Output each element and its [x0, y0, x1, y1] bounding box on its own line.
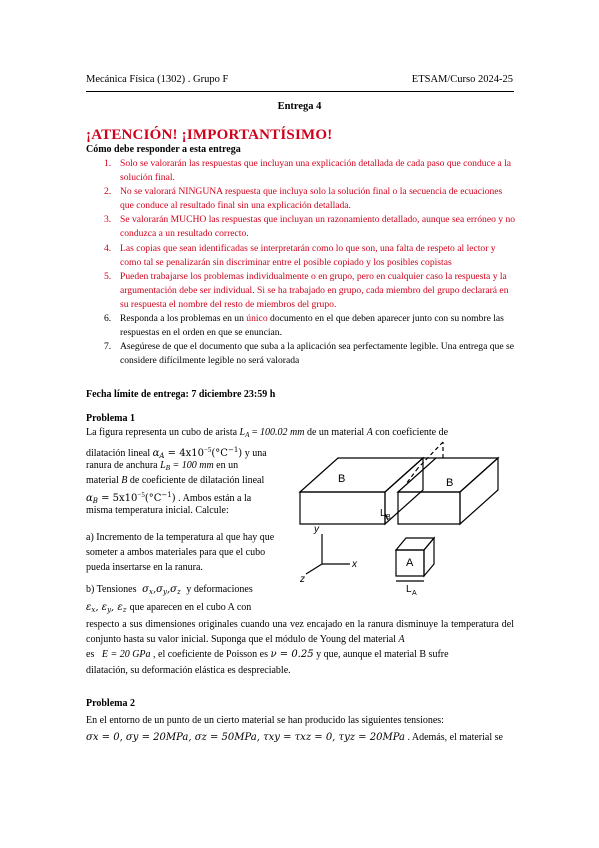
header-rule [86, 91, 514, 92]
axis-x-label: x [352, 559, 357, 570]
label-lb-sub: B [386, 514, 391, 521]
axis-y-label: y [314, 524, 319, 535]
instructions-heading: Cómo debe responder a esta entrega [86, 144, 241, 155]
problem1-line2: dilatación lineal $\alpha_A = 4x10^{-5}(^\circ C^{-1})$ y una [86, 446, 267, 460]
problem2-title: Problema 2 [86, 698, 135, 709]
axis-z [306, 564, 322, 574]
problem1-title: Problema 1 [86, 413, 135, 424]
header-course: Mecánica Física (1302) . Grupo F [86, 74, 229, 85]
problem1-line3: ranura de anchura $L_B = 100$ mm en un [86, 460, 239, 472]
problem1-line6: misma temperatura inicial. Calcule: [86, 505, 229, 516]
rule-item: 2. No se valorará NINGUNA respuesta que incluya solo la solución final o la secuencia de ecuaciones que conduce al resultado final sin una explicación detallada. [104, 186, 503, 212]
rule-item: 4. Las copias que sean identificadas se interpretarán como lo que son, una falta de respeto al lector y como tal se penalizarán sin discriminar entre el posible copiado y los posibles copistas [104, 242, 496, 268]
cube-a-side [424, 538, 434, 576]
block-b2-front [398, 492, 460, 524]
label-la-sub: A [412, 590, 417, 597]
label-b-left: B [338, 473, 346, 485]
deadline: Fecha límite de entrega: 7 diciembre 23:59 h [86, 389, 276, 400]
rules-list [86, 157, 518, 368]
header-year: ETSAM/Curso 2024-25 [411, 74, 513, 85]
problem1-line1: La figura representa un cubo de arista $L_A = 100.02$ mm de un material A con coeficiente de [86, 427, 449, 439]
rule-item: 3. Se valorarán MUCHO las respuestas que incluyan un razonamiento detallado, aunque sea erróneo y no conduzca a un resultado correcto. [104, 214, 516, 240]
question-b-body: respecto a sus dimensiones originales cuando una vez encajado en la ranura disminuye la temperatura del conjunto hasta su valor inicial. Suponga que el módulo de Young del material A [86, 619, 514, 645]
page-title: Entrega 4 [277, 101, 322, 112]
block-b-side [385, 458, 423, 524]
label-b-right: B [446, 477, 454, 489]
axis-z-label: z [300, 574, 305, 585]
warning-heading: ¡ATENCIÓN! ¡IMPORTANTÍSIMO! [86, 127, 333, 143]
problem2-line1: En el entorno de un punto de un cierto material se han producido las siguientes tensiones: [86, 715, 444, 726]
label-a: A [406, 557, 414, 569]
label-lb: L [380, 508, 386, 519]
rule-item: 5. Pueden trabajarse los problemas individualmente o en grupo, pero en cualquier caso la respuesta y la argumentación debe ser individual. Si se ha trabajado en grupo, cada miembro del grupo declarará en su respuesta el nombre del resto de miembros del grupo. [104, 270, 509, 310]
rule-item: 7. Asegúrese de que el documento que suba a la aplicación sea perfectamente legible. Una entrega que se considere difícilmente legible no será valorada [104, 341, 514, 367]
question-b-line2: $\varepsilon_x$, $\varepsilon_y$, $\varepsilon_z$ que aparecen en el cubo A con [86, 602, 252, 614]
block-b2-side [460, 458, 498, 524]
problem1-line4: material B de coeficiente de dilatación lineal [86, 475, 265, 486]
problem1-figure [288, 436, 524, 604]
label-la: L [406, 584, 412, 595]
rule-item: 1. Solo se valorarán las respuestas que incluyan una explicación detallada de cada paso que conduce a la solución final. [104, 158, 512, 184]
question-b-line5: dilatación, su deformación elástica es despreciable. [86, 665, 291, 676]
question-a: a) Incremento de la temperatura al que hay que someter a ambos materiales para que el cubo pueda insertarse en la ranura. [86, 532, 275, 573]
question-b-line1: b) Tensiones $\sigma_x,\sigma_y,\sigma_z$ y deformaciones [86, 584, 253, 596]
rule-item: 6. Responda a los problemas en un único documento en el que deben aparecer junto con su nombre las respuestas en el orden en que se enuncian. [104, 313, 504, 339]
problem1-line5: $\alpha_B = 5x10^{-5}(^\circ C^{-1})$ . Ambos están a la [86, 491, 252, 505]
problem2-line2: σx = 0, σy = 20MPa, σz = 50MPa, τxy = τxz = 0, τyz = 20MPa . Además, el material se [86, 732, 503, 743]
block-b-front [300, 492, 385, 524]
question-b-line4: es E = 20 GPa , el coeficiente de Poisson es ν = 0.25 y que, aunque el material B sufre [86, 649, 449, 660]
